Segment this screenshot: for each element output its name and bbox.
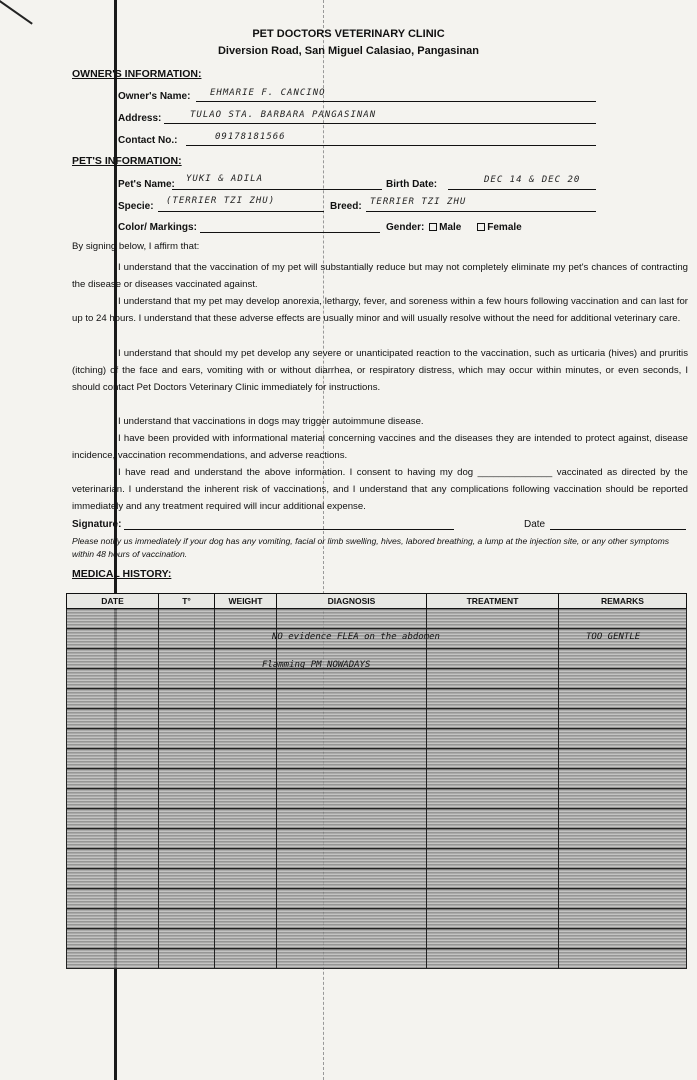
- table-row: [67, 869, 687, 889]
- clinic-name: PET DOCTORS VETERINARY CLINIC: [252, 28, 445, 40]
- table-cell[interactable]: [427, 709, 559, 729]
- clinic-address: Diversion Road, San Miguel Calasiao, Pangasinan: [217, 45, 479, 57]
- table-cell[interactable]: [427, 849, 559, 869]
- table-cell[interactable]: [159, 849, 215, 869]
- table-cell[interactable]: [559, 949, 687, 969]
- table-cell[interactable]: [67, 829, 159, 849]
- notice-text: Please notify us immediately if your dog has any vomiting, facial or limb swelling, hives, labored breathing, a lump at the injection site, or any other symptoms within 48 hours of vaccination.: [72, 536, 670, 559]
- table-row: [67, 749, 687, 769]
- male-checkbox[interactable]: [429, 223, 437, 231]
- date-field[interactable]: [550, 517, 686, 530]
- table-cell[interactable]: [215, 809, 277, 829]
- table-cell[interactable]: [277, 849, 427, 869]
- table-cell[interactable]: [159, 949, 215, 969]
- consent-paragraph-2: I understand that my pet may develop anorexia, lethargy, fever, and soreness within a few hours following vaccination and can last for up to 24 hours. I understand that these adverse effects are usually minor and will usually resolve without the need for additional veterinary care.: [72, 296, 688, 324]
- table-cell[interactable]: [215, 929, 277, 949]
- table-cell[interactable]: [159, 629, 215, 649]
- table-cell[interactable]: [67, 809, 159, 829]
- table-cell[interactable]: [427, 749, 559, 769]
- table-cell[interactable]: [215, 729, 277, 749]
- table-cell[interactable]: [427, 829, 559, 849]
- table-cell[interactable]: [427, 689, 559, 709]
- table-cell[interactable]: [559, 869, 687, 889]
- owner-name-label: Owner's Name:: [118, 91, 191, 102]
- table-cell[interactable]: [277, 789, 427, 809]
- male-label: Male: [439, 222, 462, 233]
- medical-history-table: [66, 593, 687, 969]
- table-cell[interactable]: [67, 869, 159, 889]
- birth-date-value: DEC 14 & DEC 20: [484, 175, 581, 185]
- table-cell[interactable]: [215, 949, 277, 969]
- table-cell[interactable]: [559, 829, 687, 849]
- table-cell[interactable]: [67, 749, 159, 769]
- table-cell[interactable]: [215, 629, 277, 649]
- table-cell[interactable]: [159, 649, 215, 669]
- table-cell[interactable]: [159, 929, 215, 949]
- gender-group: [386, 222, 522, 233]
- table-cell[interactable]: [215, 889, 277, 909]
- contact-label: Contact No.:: [118, 135, 178, 146]
- consent-paragraph-1: I understand that the vaccination of my pet will substantially reduce but may not completely eliminate my pet's chances of contracting the disease or diseases vaccinated against.: [72, 262, 688, 290]
- table-cell[interactable]: [67, 769, 159, 789]
- table-cell[interactable]: [215, 829, 277, 849]
- table-cell[interactable]: [559, 689, 687, 709]
- col-treatment: TREATMENT: [427, 594, 559, 609]
- table-cell[interactable]: [67, 949, 159, 969]
- consent-paragraph-3: I understand that should my pet develop any severe or unanticipated reaction to the vaccination, such as urticaria (hives) and pruritis (itching) of the face and ears, vomiting with or without diarrhea, or respiratory distress, which may occur within minutes, or even seconds, I should contact Pet Doctors Veterinary Clinic immediately for instructions.: [72, 348, 688, 393]
- table-row: [67, 689, 687, 709]
- table-cell[interactable]: [559, 709, 687, 729]
- address-value: TULAO STA. BARBARA PANGASINAN: [190, 110, 377, 120]
- table-cell[interactable]: [277, 909, 427, 929]
- table-cell[interactable]: [427, 949, 559, 969]
- table-cell[interactable]: [277, 689, 427, 709]
- table-row: [67, 769, 687, 789]
- table-cell[interactable]: [67, 789, 159, 809]
- table-cell[interactable]: [559, 809, 687, 829]
- table-cell[interactable]: [67, 849, 159, 869]
- medical-note-1: NO evidence FLEA on the abdomen: [272, 632, 440, 642]
- table-cell[interactable]: [427, 729, 559, 749]
- female-label: Female: [487, 222, 522, 233]
- table-cell[interactable]: [159, 889, 215, 909]
- table-cell[interactable]: [277, 729, 427, 749]
- table-cell[interactable]: [427, 929, 559, 949]
- table-cell[interactable]: [67, 709, 159, 729]
- table-cell[interactable]: [277, 949, 427, 969]
- table-cell[interactable]: [277, 749, 427, 769]
- table-cell[interactable]: [277, 829, 427, 849]
- table-cell[interactable]: [159, 689, 215, 709]
- table-row: [67, 729, 687, 749]
- table-cell[interactable]: [427, 769, 559, 789]
- table-row: [67, 889, 687, 909]
- table-cell[interactable]: [427, 649, 559, 669]
- table-cell[interactable]: [559, 729, 687, 749]
- table-row: [67, 909, 687, 929]
- col-date: DATE: [67, 594, 159, 609]
- table-cell[interactable]: [559, 909, 687, 929]
- species-label: Specie:: [118, 201, 154, 212]
- table-cell[interactable]: [277, 869, 427, 889]
- table-cell[interactable]: [427, 669, 559, 689]
- table-header-row: [67, 594, 687, 609]
- table-cell[interactable]: [159, 789, 215, 809]
- col-diagnosis: DIAGNOSIS: [277, 594, 427, 609]
- table-cell[interactable]: [427, 869, 559, 889]
- table-cell[interactable]: [215, 909, 277, 929]
- table-cell[interactable]: [215, 609, 277, 629]
- table-cell[interactable]: [67, 689, 159, 709]
- female-checkbox[interactable]: [477, 223, 485, 231]
- table-cell[interactable]: [67, 889, 159, 909]
- table-cell[interactable]: [427, 889, 559, 909]
- table-cell[interactable]: [559, 789, 687, 809]
- table-row: [67, 709, 687, 729]
- table-cell[interactable]: [159, 749, 215, 769]
- owner-section-title: OWNER'S INFORMATION:: [72, 68, 202, 80]
- signature-field[interactable]: [124, 517, 454, 530]
- table-cell[interactable]: [67, 649, 159, 669]
- col-weight: WEIGHT: [215, 594, 277, 609]
- table-cell[interactable]: [159, 869, 215, 889]
- table-cell[interactable]: [159, 669, 215, 689]
- table-row: [67, 829, 687, 849]
- table-cell[interactable]: [559, 669, 687, 689]
- table-row: [67, 929, 687, 949]
- table-cell[interactable]: [159, 809, 215, 829]
- table-cell[interactable]: [159, 909, 215, 929]
- table-cell[interactable]: [277, 709, 427, 729]
- table-cell[interactable]: [215, 789, 277, 809]
- table-row: [67, 949, 687, 969]
- owner-name-value: EHMARIE F. CANCINO: [210, 88, 326, 98]
- pet-name-label: Pet's Name:: [118, 179, 175, 190]
- pet-name-value: YUKI & ADILA: [186, 174, 264, 184]
- table-cell[interactable]: [67, 669, 159, 689]
- consent-intro: By signing below, I affirm that:: [72, 241, 200, 252]
- table-row: [67, 809, 687, 829]
- medical-note-1b: TOO GENTLE: [586, 632, 641, 642]
- table-cell[interactable]: [559, 609, 687, 629]
- medical-history-title: MEDICAL HISTORY:: [72, 568, 172, 580]
- table-cell[interactable]: [559, 769, 687, 789]
- species-value: (TERRIER TZI ZHU): [166, 196, 276, 206]
- table-cell[interactable]: [67, 909, 159, 929]
- consent-paragraph-5: I have been provided with informational material concerning vaccines and the diseases they are intended to protect against, disease incidence, vaccination recommendations, and adverse reactions.: [72, 433, 688, 461]
- table-cell[interactable]: [67, 729, 159, 749]
- pet-section-title: PET'S INFORMATION:: [72, 155, 182, 167]
- table-row: [67, 609, 687, 629]
- table-cell[interactable]: [277, 769, 427, 789]
- table-cell[interactable]: [277, 889, 427, 909]
- table-cell[interactable]: [215, 869, 277, 889]
- birth-date-label: Birth Date:: [386, 179, 438, 190]
- table-cell[interactable]: [427, 809, 559, 829]
- table-row: [67, 649, 687, 669]
- table-cell[interactable]: [559, 749, 687, 769]
- contact-value: 09178181566: [215, 132, 286, 142]
- table-cell[interactable]: [277, 609, 427, 629]
- table-cell[interactable]: [159, 769, 215, 789]
- table-row: [67, 789, 687, 809]
- table-cell[interactable]: [559, 649, 687, 669]
- col-remarks: REMARKS: [559, 594, 687, 609]
- table-cell[interactable]: [159, 609, 215, 629]
- table-cell[interactable]: [215, 769, 277, 789]
- table-cell[interactable]: [277, 809, 427, 829]
- consent-paragraph-4: I understand that vaccinations in dogs may trigger autoimmune disease.: [118, 416, 424, 427]
- table-cell[interactable]: [67, 629, 159, 649]
- table-cell[interactable]: [159, 709, 215, 729]
- col-temperature: T°: [159, 594, 215, 609]
- table-row: [67, 849, 687, 869]
- breed-label: Breed:: [330, 201, 362, 212]
- consent-paragraph-6: I have read and understand the above information. I consent to having my dog ______________ vaccinated as directed by the veterinarian. I understand the inherent risk of vaccinations, and I understand that any complications following vaccination should be reported immediately and any treatment required will incur additional expense.: [72, 467, 688, 512]
- table-cell[interactable]: [67, 609, 159, 629]
- table-cell[interactable]: [559, 849, 687, 869]
- date-label: Date: [524, 519, 546, 530]
- table-cell[interactable]: [215, 749, 277, 769]
- medical-note-2: Flamming PM NOWADAYS: [262, 660, 371, 670]
- table-cell[interactable]: [427, 909, 559, 929]
- color-markings-field[interactable]: [200, 220, 380, 233]
- table-cell[interactable]: [427, 789, 559, 809]
- table-cell[interactable]: [559, 929, 687, 949]
- table-cell[interactable]: [215, 689, 277, 709]
- table-cell[interactable]: [215, 709, 277, 729]
- signature-label: Signature:: [72, 519, 122, 530]
- table-cell[interactable]: [215, 669, 277, 689]
- table-cell[interactable]: [277, 669, 427, 689]
- address-label: Address:: [118, 113, 162, 124]
- table-cell[interactable]: [159, 729, 215, 749]
- table-cell[interactable]: [559, 889, 687, 909]
- table-cell[interactable]: [427, 629, 559, 649]
- gender-label: Gender:: [386, 222, 425, 233]
- table-cell[interactable]: [159, 829, 215, 849]
- table-cell[interactable]: [427, 609, 559, 629]
- table-cell[interactable]: [215, 849, 277, 869]
- table-row: [67, 669, 687, 689]
- color-markings-label: Color/ Markings:: [118, 222, 197, 233]
- table-cell[interactable]: [67, 929, 159, 949]
- table-cell[interactable]: [277, 929, 427, 949]
- breed-value: TERRIER TZI ZHU: [370, 197, 467, 207]
